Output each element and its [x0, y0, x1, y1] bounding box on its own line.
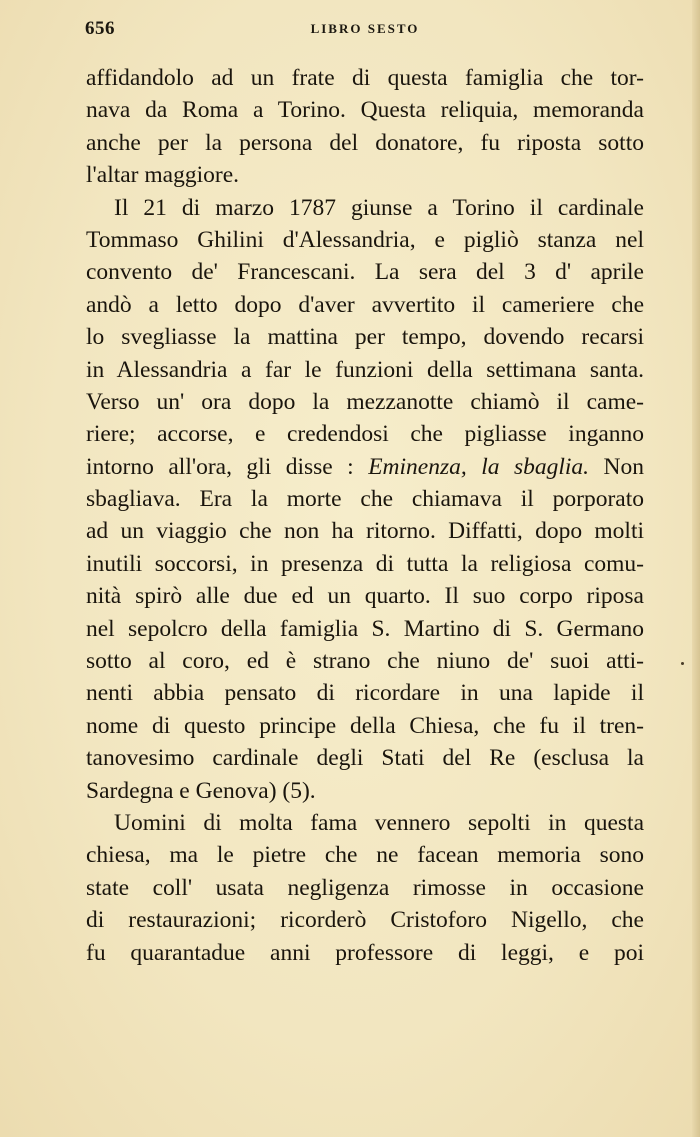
text-line: Verso un' ora dopo la mezzanotte chiamò il came-: [86, 388, 644, 415]
text-line: andò a letto dopo d'aver avvertito il cameriere che: [86, 291, 644, 318]
text-line: ad un viaggio che non ha ritorno. Diffatti, dopo molti: [86, 518, 644, 545]
text-line: di restaurazioni; ricorderò Cristoforo Nigello, che: [86, 907, 644, 934]
text-line: Uomini di molta fama vennero sepolti in questa: [114, 809, 644, 836]
ink-speck: [681, 662, 684, 665]
text-line: affidandolo ad un frate di questa famiglia che tor-: [86, 65, 644, 91]
text-line: nità spirò alle due ed un quarto. Il suo corpo riposa: [86, 583, 644, 610]
text-line: fu quarantadue anni professore di leggi, e poi: [86, 939, 644, 966]
text-line: riere; accorse, e credendosi che pigliasse inganno: [86, 421, 644, 448]
page-number: 656: [85, 18, 115, 39]
text-line: lo svegliasse la mattina per tempo, dovendo recarsi: [86, 324, 644, 351]
text-line-with-italic: [86, 451, 644, 483]
text-line: sbagliava. Era la morte che chiamava il porporato: [86, 486, 644, 513]
text-line: tanovesimo cardinale degli Stati del Re (esclusa la: [86, 745, 644, 772]
text-line: state coll' usata negligenza rimosse in occasione: [86, 874, 644, 901]
italic-quote: Eminenza, la sbaglia.: [368, 453, 590, 480]
text-line: Tommaso Ghilini d'Alessandria, e pigliò stanza nel: [86, 226, 644, 253]
text-line: inutili soccorsi, in presenza di tutta la religiosa comu-: [86, 550, 644, 577]
text-line: Sardegna e Genova) (5).: [86, 777, 316, 804]
text-line: l'altar maggiore.: [86, 162, 240, 189]
text-line: nel sepolcro della famiglia S. Martino di S. Germano: [86, 615, 644, 642]
text-line: nenti abbia pensato di ricordare in una lapide il: [86, 680, 644, 707]
running-head: LIBRO SESTO: [310, 21, 420, 36]
body-text: [86, 62, 644, 969]
text-line: Il 21 di marzo 1787 giunse a Torino il cardinale: [114, 194, 644, 221]
text-line: nome di questo principe della Chiesa, che fu il tren-: [86, 712, 644, 739]
text-line: chiesa, ma le pietre che ne facean memoria sono: [86, 842, 644, 869]
text-line: nava da Roma a Torino. Questa reliquia, memoranda: [86, 97, 644, 124]
paragraph-1: [86, 62, 644, 192]
text-line: convento de' Francescani. La sera del 3 d' aprile: [86, 259, 644, 286]
text-segment: intorno all'ora, gli disse :: [86, 453, 354, 480]
text-line: in Alessandria a far le funzioni della settimana santa.: [86, 356, 644, 383]
page-edge: [692, 0, 700, 1137]
paragraph-2: [86, 192, 644, 807]
text-line: sotto al coro, ed è strano che niuno de' suoi atti-: [86, 648, 644, 675]
paragraph-3: [86, 807, 644, 969]
page-header: [85, 18, 645, 46]
text-segment: Non: [589, 453, 645, 480]
text-line: anche per la persona del donatore, fu riposta sotto: [86, 129, 644, 156]
